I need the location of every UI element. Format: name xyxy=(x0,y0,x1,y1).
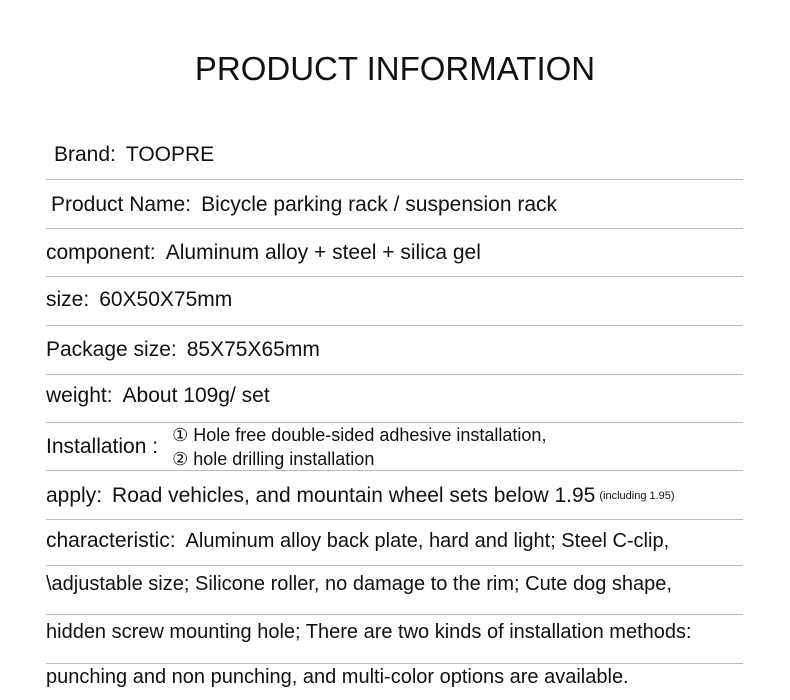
size-row xyxy=(46,288,743,312)
weight-row xyxy=(46,384,743,408)
divider xyxy=(46,276,743,277)
brand-row xyxy=(54,143,743,167)
weight-label: weight: xyxy=(46,384,113,407)
divider xyxy=(46,519,743,520)
brand-value: TOOPRE xyxy=(125,143,215,166)
divider xyxy=(46,374,743,375)
divider xyxy=(46,614,743,615)
product-name-label: Product Name: xyxy=(51,193,192,216)
installation-row xyxy=(46,423,743,471)
characteristic-label: characteristic: xyxy=(46,529,176,552)
characteristic-line: \adjustable size; Silicone roller, no damage to the rim; Cute dog shape, xyxy=(46,573,672,595)
brand-label: Brand: xyxy=(54,143,116,166)
divider xyxy=(46,565,743,566)
package-size-value: 85X75X65mm xyxy=(186,338,320,361)
weight-value: About 109g/ set xyxy=(122,384,270,407)
apply-value: Road vehicles, and mountain wheel sets below 1.95 xyxy=(112,484,596,507)
product-name-row xyxy=(51,193,743,217)
divider xyxy=(46,470,743,471)
apply-note: (including 1.95) xyxy=(599,490,675,502)
installation-item: ① Hole free double-sided adhesive installation, xyxy=(172,425,547,445)
apply-label: apply: xyxy=(46,484,103,507)
installation-list xyxy=(172,423,546,471)
characteristic-row xyxy=(46,621,743,644)
divider xyxy=(46,179,743,180)
component-value: Aluminum alloy + steel + silica gel xyxy=(165,241,481,264)
apply-row xyxy=(46,484,743,508)
divider xyxy=(46,228,743,229)
package-size-label: Package size: xyxy=(46,338,177,361)
characteristic-row xyxy=(46,529,743,553)
divider xyxy=(46,663,743,664)
characteristic-row xyxy=(46,573,743,596)
size-label: size: xyxy=(46,288,90,311)
characteristic-line: hidden screw mounting hole; There are two kinds of installation methods: xyxy=(46,621,692,643)
component-label: component: xyxy=(46,241,156,264)
installation-label: Installation : xyxy=(46,435,159,458)
component-row xyxy=(46,241,743,265)
product-name-value: Bicycle parking rack / suspension rack xyxy=(201,193,558,216)
page-title: PRODUCT INFORMATION xyxy=(194,50,596,87)
size-value: 60X50X75mm xyxy=(99,288,233,311)
package-size-row xyxy=(46,338,743,362)
installation-item: ② hole drilling installation xyxy=(172,449,375,469)
characteristic-line: punching and non punching, and multi-color options are available. xyxy=(46,666,629,688)
characteristic-line: Aluminum alloy back plate, hard and light; Steel C-clip, xyxy=(185,529,670,552)
characteristic-row xyxy=(46,666,743,689)
divider xyxy=(46,325,743,326)
